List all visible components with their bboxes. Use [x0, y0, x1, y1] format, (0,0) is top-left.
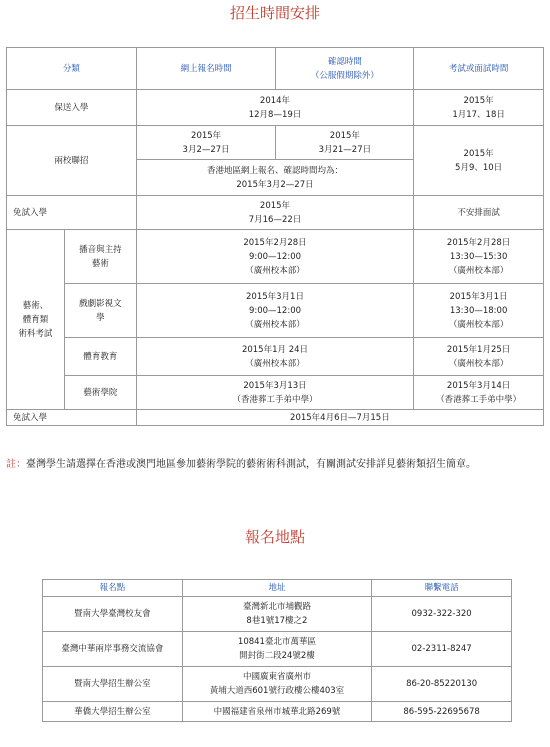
online-time: 2015年 3月2—27日	[136, 126, 276, 160]
header-category: 分類	[7, 48, 137, 90]
exam-time: 2015年1月25日 （廣州校本部）	[414, 338, 544, 376]
location-name: 暨南大學招生辦公室	[43, 667, 183, 702]
table-row	[7, 90, 544, 126]
header-location: 報名點	[43, 580, 183, 597]
location-address: 中國福建省泉州市城華北路269號	[182, 702, 372, 722]
row-label: 免試入學	[7, 196, 137, 230]
locations-title: 報名地點	[244, 528, 305, 546]
header-online-registration: 網上報名時間	[136, 48, 276, 90]
exam-time: 不安排面試	[414, 196, 544, 230]
header-address: 地址	[182, 580, 372, 597]
table-row	[43, 667, 512, 702]
location-address: 臺灣新北市埔觀路 8巷1號17樓之2	[182, 597, 372, 632]
header-phone: 聯繫電話	[372, 580, 512, 597]
table-row	[43, 632, 512, 667]
sub-category: 藝術學院	[64, 376, 136, 410]
schedule-table	[6, 47, 544, 426]
online-time: 2015年3月1日 9:00—12:00 （廣州校本部）	[136, 284, 413, 338]
note-label: 註：	[6, 459, 26, 470]
exam-time: 2015年2月28日 13:30—15:30 （廣州校本部）	[414, 230, 544, 284]
online-time: 2015年1月 24日 （廣州校本部）	[136, 338, 413, 376]
table-row	[7, 338, 544, 376]
location-name: 華僑大學招生辦公室	[43, 702, 183, 722]
online-time: 2015年2月28日 9:00—12:00 （廣州校本部）	[136, 230, 413, 284]
sub-category: 戲劇影視文 學	[64, 284, 136, 338]
online-time: 2015年 7月16—22日	[136, 196, 413, 230]
location-phone: 86-20-85220130	[372, 667, 512, 702]
hk-registration: 香港地區網上報名、確認時間均為： 2015年3月2—27日	[136, 160, 413, 196]
schedule-title: 招生時間安排	[229, 4, 320, 22]
location-name: 暨南大學臺灣校友會	[43, 597, 183, 632]
online-time: 2015年4月6日—7月15日	[136, 410, 543, 426]
table-row	[7, 376, 544, 410]
location-address: 10841臺北市萬華區 開封街二段24號2樓	[182, 632, 372, 667]
row-label: 免試入學	[7, 410, 137, 426]
locations-table	[42, 579, 512, 722]
note	[6, 456, 546, 474]
note-text: 臺灣學生請選擇在香港或澳門地區參加藝術學院的藝術術科測試，有關測試安排詳見藝術類招生簡章。	[26, 459, 476, 470]
exam-time: 2015年3月1日 13:30—18:00 （廣州校本部）	[414, 284, 544, 338]
exam-time: 2015年 5月9、10日	[414, 126, 544, 196]
online-time: 2014年 12月8—19日	[136, 90, 413, 126]
location-phone: 02-2311-8247	[372, 632, 512, 667]
row-label: 兩校聯招	[7, 126, 137, 196]
sub-category: 體育教育	[64, 338, 136, 376]
exam-time: 2015年3月14日 （香港葬工手弟中學）	[414, 376, 544, 410]
exam-time: 2015年 1月17、18日	[414, 90, 544, 126]
location-address: 中國廣東省廣州市 黃埔大道西601號行政樓公樓403室	[182, 667, 372, 702]
row-label: 保送入學	[7, 90, 137, 126]
table-row	[7, 126, 544, 160]
confirm-time: 2015年 3月21—27日	[276, 126, 414, 160]
header-confirmation: 確認時間 （公服假期除外）	[276, 48, 414, 90]
table-row	[7, 196, 544, 230]
header-exam-time: 考試或面試時間	[414, 48, 544, 90]
table-row	[43, 597, 512, 632]
location-phone: 86-595-22695678	[372, 702, 512, 722]
table-row	[43, 702, 512, 722]
row-label: 藝術、 體育類 術科考試	[7, 230, 65, 410]
online-time: 2015年3月13日 （香港葬工手弟中學）	[136, 376, 413, 410]
location-name: 臺灣中華兩岸事務交流協會	[43, 632, 183, 667]
sub-category: 播音與主持 藝術	[64, 230, 136, 284]
location-phone: 0932-322-320	[372, 597, 512, 632]
table-row	[7, 410, 544, 426]
table-row	[7, 284, 544, 338]
table-row	[7, 230, 544, 284]
